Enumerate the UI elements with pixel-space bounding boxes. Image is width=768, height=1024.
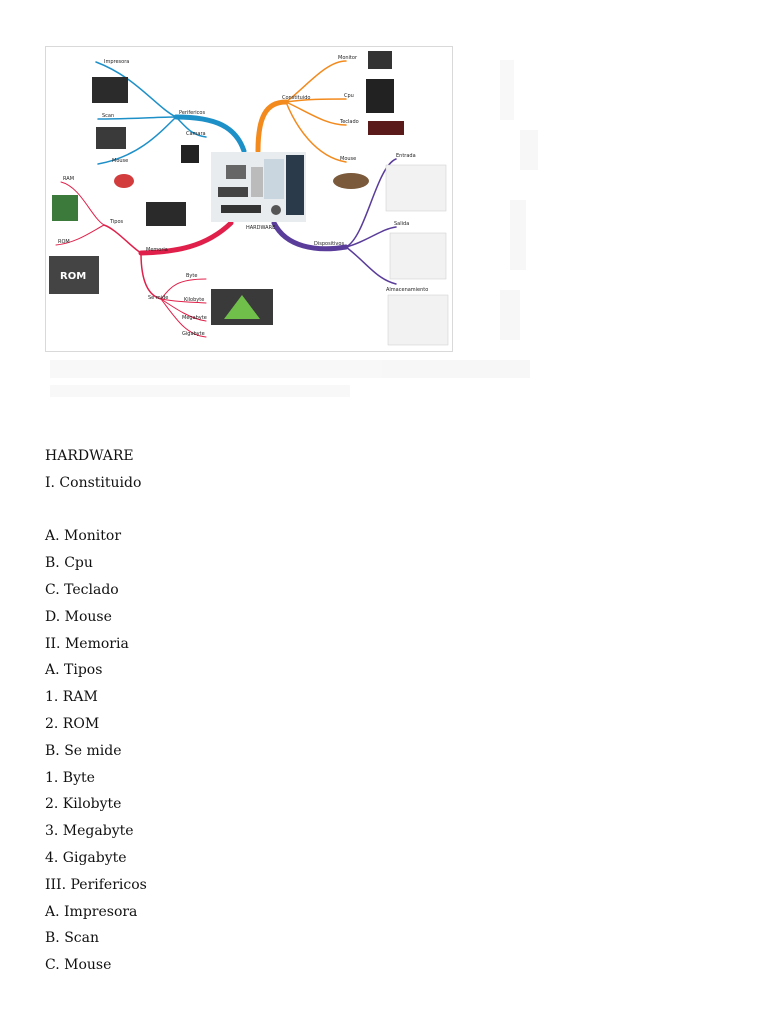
rat-mouse-image — [333, 173, 369, 189]
outline-item: A. Monitor — [45, 528, 122, 545]
label-impresora: Impresora — [104, 59, 130, 65]
label-teclado: Teclado — [340, 119, 359, 125]
outline-item-title: HARDWARE — [45, 448, 134, 464]
printer-image — [92, 77, 128, 103]
output-devices-image — [390, 233, 446, 279]
outline-item-section: I. Constituido — [45, 474, 142, 491]
outline-item: 4. Gigabyte — [45, 849, 127, 866]
outline-item: C. Mouse — [45, 957, 112, 974]
mind-map-svg — [46, 47, 453, 352]
outline-item: B. Cpu — [45, 555, 93, 572]
label-constituido: Constituido — [282, 95, 311, 101]
label-dispositivos: Dispositivos — [314, 241, 345, 247]
mind-map-center-label: HARDWARE — [246, 225, 276, 231]
label-almacenamiento: Almacenamiento — [386, 287, 429, 293]
keyboard-image — [368, 121, 404, 135]
hardware-collage — [211, 152, 306, 222]
memory-module-image — [146, 202, 186, 226]
outline-spacer — [45, 497, 545, 524]
storage-devices-image — [388, 295, 448, 345]
outline-item: D. Mouse — [45, 608, 112, 625]
label-perifericos: Perifericos — [179, 110, 206, 116]
outline-item-section: II. Memoria — [45, 635, 129, 652]
label-memoria: Memoria — [146, 247, 168, 253]
label-mouse-constituido: Mouse — [340, 156, 357, 162]
label-monitor: Monitor — [338, 55, 358, 61]
label-gigabyte: Gigabyte — [182, 331, 205, 337]
outline-item: 3. Megabyte — [45, 823, 134, 840]
outline-item: C. Teclado — [45, 581, 119, 598]
label-byte: Byte — [186, 273, 198, 279]
rom-chip-text: ROM — [60, 271, 87, 282]
label-mouse-perifericos: Mouse — [112, 158, 129, 164]
outline-item: B. Se mide — [45, 742, 122, 759]
outline-item: 2. ROM — [45, 715, 100, 732]
scanner-image — [96, 127, 126, 149]
outline-item: 2. Kilobyte — [45, 796, 122, 813]
hardware-outline-list — [45, 443, 545, 979]
webcam-image — [181, 145, 199, 163]
label-kilobyte: Kilobyte — [184, 297, 205, 303]
ram-image — [52, 195, 78, 221]
input-devices-image — [386, 165, 446, 211]
outline-item: B. Scan — [45, 930, 99, 947]
outline-item: 1. RAM — [45, 689, 98, 706]
outline-item-section: III. Perifericos — [45, 876, 147, 893]
hardware-mind-map-image — [45, 46, 453, 352]
cpu-image — [366, 79, 394, 113]
branch-constituido — [258, 102, 286, 151]
label-ram: RAM — [63, 176, 75, 182]
label-entrada: Entrada — [396, 153, 416, 159]
label-megabyte: Megabyte — [182, 315, 207, 321]
label-cpu: Cpu — [344, 93, 354, 99]
label-rom: ROM — [58, 239, 70, 245]
label-scan: Scan — [102, 113, 115, 119]
label-salida: Salida — [394, 221, 410, 227]
mouse-image — [114, 174, 134, 188]
outline-item: A. Tipos — [45, 662, 103, 679]
monitor-image — [368, 51, 392, 69]
label-se-mide: Se mide — [148, 295, 169, 301]
label-camara: Camara — [186, 131, 206, 137]
label-tipos: Tipos — [110, 219, 124, 225]
outline-item: A. Impresora — [45, 903, 138, 920]
outline-item: 1. Byte — [45, 769, 95, 786]
